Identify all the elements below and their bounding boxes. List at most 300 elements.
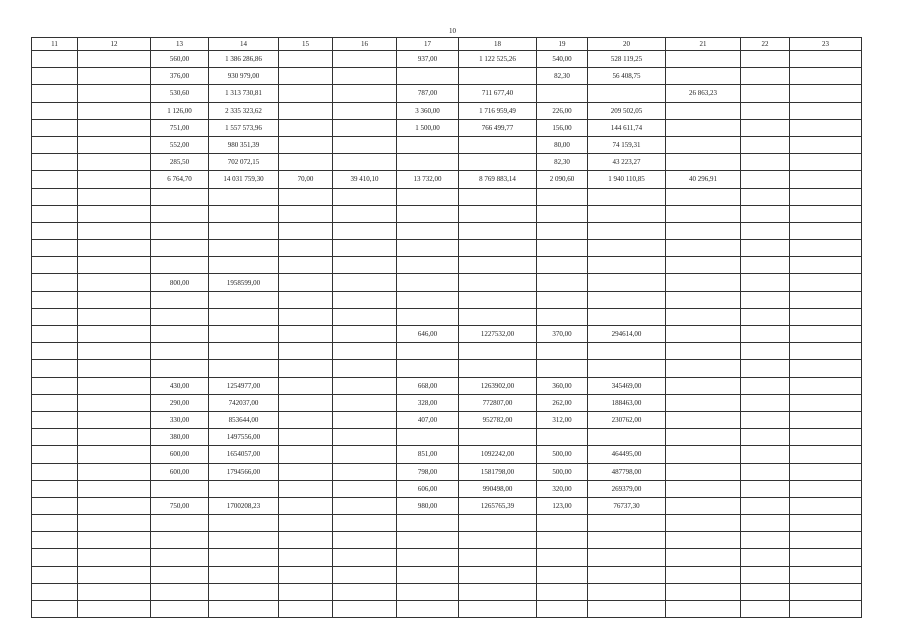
table-cell: 1 716 959,49 bbox=[459, 102, 537, 119]
table-cell: 528 119,25 bbox=[588, 51, 666, 68]
column-header-19: 19 bbox=[537, 38, 588, 51]
table-cell bbox=[279, 343, 333, 360]
table-cell: 226,00 bbox=[537, 102, 588, 119]
table-cell bbox=[790, 102, 862, 119]
table-cell: 370,00 bbox=[537, 326, 588, 343]
table-cell: 1263902,00 bbox=[459, 377, 537, 394]
table-cell bbox=[32, 497, 78, 514]
table-cell bbox=[32, 171, 78, 188]
table-cell bbox=[279, 85, 333, 102]
table-cell bbox=[459, 601, 537, 618]
table-cell: 1794566,00 bbox=[209, 463, 279, 480]
table-cell bbox=[32, 119, 78, 136]
table-cell bbox=[333, 308, 397, 325]
table-cell bbox=[790, 154, 862, 171]
table-cell: 766 499,77 bbox=[459, 119, 537, 136]
table-cell bbox=[459, 68, 537, 85]
table-cell bbox=[151, 480, 209, 497]
table-cell bbox=[790, 463, 862, 480]
table-cell bbox=[279, 480, 333, 497]
table-cell bbox=[151, 188, 209, 205]
table-cell bbox=[790, 274, 862, 291]
table-cell bbox=[537, 274, 588, 291]
table-cell bbox=[666, 497, 741, 514]
table-cell bbox=[279, 411, 333, 428]
table-cell bbox=[333, 343, 397, 360]
table-cell bbox=[588, 566, 666, 583]
table-cell: 853644,00 bbox=[209, 411, 279, 428]
table-cell bbox=[32, 411, 78, 428]
table-row bbox=[32, 222, 862, 239]
table-cell bbox=[333, 136, 397, 153]
table-cell: 80,00 bbox=[537, 136, 588, 153]
table-cell: 39 410,10 bbox=[333, 171, 397, 188]
table-cell: 1 126,00 bbox=[151, 102, 209, 119]
table-cell: 787,00 bbox=[397, 85, 459, 102]
table-cell bbox=[741, 274, 790, 291]
table-cell bbox=[397, 188, 459, 205]
table-cell bbox=[279, 291, 333, 308]
table-cell bbox=[459, 532, 537, 549]
table-cell bbox=[666, 154, 741, 171]
table-cell bbox=[333, 154, 397, 171]
table-cell: 711 677,40 bbox=[459, 85, 537, 102]
table-cell bbox=[790, 566, 862, 583]
table-cell bbox=[78, 68, 151, 85]
table-cell bbox=[741, 360, 790, 377]
table-cell: 2 335 323,62 bbox=[209, 102, 279, 119]
table-cell: 76737,30 bbox=[588, 497, 666, 514]
table-cell bbox=[279, 429, 333, 446]
table-cell bbox=[333, 85, 397, 102]
table-cell bbox=[741, 446, 790, 463]
table-cell: 1700208,23 bbox=[209, 497, 279, 514]
table-cell bbox=[588, 429, 666, 446]
table-cell bbox=[459, 257, 537, 274]
table-row bbox=[32, 360, 862, 377]
table-cell bbox=[666, 326, 741, 343]
table-row bbox=[32, 136, 862, 153]
table-cell bbox=[333, 549, 397, 566]
table-cell bbox=[790, 532, 862, 549]
table-cell: 751,00 bbox=[151, 119, 209, 136]
table-cell bbox=[279, 377, 333, 394]
table-cell: 500,00 bbox=[537, 446, 588, 463]
column-header-21: 21 bbox=[666, 38, 741, 51]
table-cell bbox=[78, 257, 151, 274]
table-cell bbox=[32, 136, 78, 153]
table-cell: 646,00 bbox=[397, 326, 459, 343]
table-cell bbox=[78, 360, 151, 377]
table-cell bbox=[588, 583, 666, 600]
table-cell bbox=[78, 463, 151, 480]
table-cell: 230762,00 bbox=[588, 411, 666, 428]
table-cell bbox=[209, 343, 279, 360]
table-cell: 668,00 bbox=[397, 377, 459, 394]
table-cell bbox=[588, 343, 666, 360]
table-cell bbox=[32, 515, 78, 532]
table-cell bbox=[151, 566, 209, 583]
table-cell bbox=[32, 154, 78, 171]
table-cell bbox=[666, 274, 741, 291]
table-cell bbox=[32, 532, 78, 549]
table-cell bbox=[333, 377, 397, 394]
table-cell bbox=[78, 532, 151, 549]
table-cell bbox=[333, 532, 397, 549]
table-cell bbox=[588, 274, 666, 291]
table-cell: 1227532,00 bbox=[459, 326, 537, 343]
table-cell bbox=[32, 377, 78, 394]
column-header-23: 23 bbox=[790, 38, 862, 51]
table-cell bbox=[790, 205, 862, 222]
table-cell bbox=[741, 377, 790, 394]
table-cell bbox=[78, 601, 151, 618]
table-cell bbox=[151, 601, 209, 618]
table-cell bbox=[209, 566, 279, 583]
table-cell: 772807,00 bbox=[459, 394, 537, 411]
table-cell bbox=[78, 480, 151, 497]
table-cell: 380,00 bbox=[151, 429, 209, 446]
table-cell bbox=[397, 274, 459, 291]
table-cell bbox=[537, 222, 588, 239]
table-cell bbox=[790, 429, 862, 446]
column-header-17: 17 bbox=[397, 38, 459, 51]
table-cell bbox=[32, 240, 78, 257]
table-cell bbox=[666, 205, 741, 222]
column-header-14: 14 bbox=[209, 38, 279, 51]
table-cell bbox=[32, 188, 78, 205]
table-cell bbox=[397, 515, 459, 532]
table-cell bbox=[790, 222, 862, 239]
table-cell bbox=[537, 515, 588, 532]
table-cell bbox=[666, 515, 741, 532]
table-cell: 82,30 bbox=[537, 68, 588, 85]
table-cell bbox=[588, 360, 666, 377]
table-cell bbox=[32, 463, 78, 480]
table-cell bbox=[666, 360, 741, 377]
table-cell bbox=[333, 68, 397, 85]
table-cell bbox=[666, 411, 741, 428]
table-cell bbox=[397, 257, 459, 274]
table-cell bbox=[459, 188, 537, 205]
table-cell bbox=[151, 308, 209, 325]
table-cell bbox=[666, 136, 741, 153]
table-cell bbox=[790, 446, 862, 463]
table-cell bbox=[741, 429, 790, 446]
table-cell bbox=[333, 257, 397, 274]
table-cell bbox=[333, 394, 397, 411]
table-cell bbox=[459, 343, 537, 360]
table-cell: 144 611,74 bbox=[588, 119, 666, 136]
table-cell: 360,00 bbox=[537, 377, 588, 394]
table-cell: 1 940 110,85 bbox=[588, 171, 666, 188]
table-cell: 930 979,00 bbox=[209, 68, 279, 85]
table-cell: 800,00 bbox=[151, 274, 209, 291]
table-cell bbox=[666, 480, 741, 497]
table-cell bbox=[459, 515, 537, 532]
table-cell bbox=[397, 308, 459, 325]
table-cell bbox=[151, 205, 209, 222]
table-cell bbox=[279, 532, 333, 549]
table-cell: 1092242,00 bbox=[459, 446, 537, 463]
table-cell bbox=[333, 274, 397, 291]
table-cell bbox=[151, 515, 209, 532]
table-cell bbox=[588, 308, 666, 325]
table-cell bbox=[333, 497, 397, 514]
table-cell: 156,00 bbox=[537, 119, 588, 136]
table-cell bbox=[790, 51, 862, 68]
table-cell bbox=[666, 240, 741, 257]
table-cell: 600,00 bbox=[151, 446, 209, 463]
table-row bbox=[32, 274, 862, 291]
table-cell: 606,00 bbox=[397, 480, 459, 497]
table-row bbox=[32, 532, 862, 549]
table-cell bbox=[588, 205, 666, 222]
table-cell bbox=[78, 188, 151, 205]
table-cell bbox=[279, 515, 333, 532]
table-cell bbox=[588, 188, 666, 205]
table-cell bbox=[459, 205, 537, 222]
table-cell bbox=[209, 601, 279, 618]
table-cell bbox=[279, 308, 333, 325]
table-cell bbox=[588, 601, 666, 618]
table-cell bbox=[32, 343, 78, 360]
table-cell: 290,00 bbox=[151, 394, 209, 411]
table-cell bbox=[279, 119, 333, 136]
table-cell bbox=[32, 205, 78, 222]
table-cell bbox=[741, 549, 790, 566]
table-cell bbox=[151, 222, 209, 239]
table-cell bbox=[666, 446, 741, 463]
table-cell bbox=[279, 154, 333, 171]
table-cell bbox=[333, 205, 397, 222]
table-cell bbox=[78, 102, 151, 119]
table-cell bbox=[333, 360, 397, 377]
table-cell bbox=[459, 291, 537, 308]
table-cell bbox=[151, 326, 209, 343]
column-header-12: 12 bbox=[78, 38, 151, 51]
table-cell bbox=[790, 411, 862, 428]
table-cell: 13 732,00 bbox=[397, 171, 459, 188]
table-cell bbox=[790, 308, 862, 325]
table-cell bbox=[209, 583, 279, 600]
table-cell bbox=[333, 480, 397, 497]
table-row bbox=[32, 515, 862, 532]
table-cell bbox=[666, 119, 741, 136]
table-cell bbox=[209, 222, 279, 239]
table-cell: 798,00 bbox=[397, 463, 459, 480]
table-row bbox=[32, 326, 862, 343]
table-cell bbox=[397, 532, 459, 549]
table-cell bbox=[741, 566, 790, 583]
table-cell bbox=[32, 566, 78, 583]
table-cell bbox=[78, 394, 151, 411]
table-cell bbox=[151, 549, 209, 566]
table-cell bbox=[588, 532, 666, 549]
table-cell bbox=[279, 68, 333, 85]
table-cell bbox=[32, 429, 78, 446]
table-cell bbox=[78, 411, 151, 428]
table-cell bbox=[32, 360, 78, 377]
table-cell bbox=[741, 102, 790, 119]
table-cell: 70,00 bbox=[279, 171, 333, 188]
table-cell bbox=[279, 497, 333, 514]
table-cell bbox=[279, 583, 333, 600]
table-cell bbox=[741, 222, 790, 239]
table-row bbox=[32, 343, 862, 360]
table-cell bbox=[209, 549, 279, 566]
table-cell bbox=[333, 240, 397, 257]
table-cell: 742037,00 bbox=[209, 394, 279, 411]
table-cell bbox=[78, 549, 151, 566]
table-cell bbox=[333, 102, 397, 119]
table-cell bbox=[588, 515, 666, 532]
table-cell: 540,00 bbox=[537, 51, 588, 68]
table-cell bbox=[32, 326, 78, 343]
column-header-20: 20 bbox=[588, 38, 666, 51]
table-cell bbox=[78, 429, 151, 446]
table-cell bbox=[790, 394, 862, 411]
table-cell bbox=[666, 51, 741, 68]
table-cell bbox=[279, 102, 333, 119]
table-cell bbox=[279, 136, 333, 153]
table-cell bbox=[279, 394, 333, 411]
table-cell bbox=[32, 68, 78, 85]
table-cell: 430,00 bbox=[151, 377, 209, 394]
table-cell: 1581798,00 bbox=[459, 463, 537, 480]
table-row bbox=[32, 205, 862, 222]
table-cell bbox=[790, 360, 862, 377]
table-cell bbox=[333, 291, 397, 308]
table-row bbox=[32, 446, 862, 463]
table-cell bbox=[537, 85, 588, 102]
table-cell bbox=[32, 257, 78, 274]
table-cell bbox=[209, 515, 279, 532]
table-cell bbox=[741, 154, 790, 171]
table-cell bbox=[78, 240, 151, 257]
table-cell bbox=[333, 566, 397, 583]
table-cell bbox=[333, 51, 397, 68]
table-cell bbox=[209, 308, 279, 325]
table-cell bbox=[790, 68, 862, 85]
table-cell bbox=[790, 188, 862, 205]
table-cell: 269379,00 bbox=[588, 480, 666, 497]
table-cell: 312,00 bbox=[537, 411, 588, 428]
table-cell: 980 351,39 bbox=[209, 136, 279, 153]
table-row bbox=[32, 154, 862, 171]
table-cell bbox=[78, 343, 151, 360]
table-cell bbox=[790, 549, 862, 566]
table-row bbox=[32, 601, 862, 618]
table-cell bbox=[32, 480, 78, 497]
table-cell: 980,00 bbox=[397, 497, 459, 514]
table-cell bbox=[459, 240, 537, 257]
table-cell: 56 408,75 bbox=[588, 68, 666, 85]
table-cell: 1 313 730,81 bbox=[209, 85, 279, 102]
table-row bbox=[32, 85, 862, 102]
table-cell: 6 764,70 bbox=[151, 171, 209, 188]
table-cell: 1 122 525,26 bbox=[459, 51, 537, 68]
table-cell bbox=[588, 291, 666, 308]
table-cell bbox=[333, 222, 397, 239]
table-cell bbox=[741, 68, 790, 85]
table-cell bbox=[78, 85, 151, 102]
table-cell bbox=[741, 532, 790, 549]
table-cell bbox=[741, 136, 790, 153]
table-cell bbox=[666, 377, 741, 394]
column-header-16: 16 bbox=[333, 38, 397, 51]
table-cell: 1654057,00 bbox=[209, 446, 279, 463]
table-cell bbox=[32, 102, 78, 119]
table-cell bbox=[459, 566, 537, 583]
table-cell bbox=[333, 583, 397, 600]
table-cell bbox=[666, 343, 741, 360]
table-cell bbox=[78, 136, 151, 153]
table-cell bbox=[666, 566, 741, 583]
table-row bbox=[32, 480, 862, 497]
table-cell bbox=[209, 326, 279, 343]
table-cell bbox=[279, 222, 333, 239]
column-header-11: 11 bbox=[32, 38, 78, 51]
table-cell: 188463,00 bbox=[588, 394, 666, 411]
table-cell bbox=[790, 601, 862, 618]
table-cell bbox=[790, 291, 862, 308]
table-cell bbox=[397, 205, 459, 222]
table-cell: 82,30 bbox=[537, 154, 588, 171]
table-cell bbox=[537, 583, 588, 600]
table-cell bbox=[279, 566, 333, 583]
table-cell bbox=[151, 291, 209, 308]
table-row bbox=[32, 119, 862, 136]
table-cell bbox=[78, 205, 151, 222]
table-cell: 851,00 bbox=[397, 446, 459, 463]
table-cell bbox=[790, 119, 862, 136]
table-cell bbox=[459, 274, 537, 291]
table-cell: 3 360,00 bbox=[397, 102, 459, 119]
table-cell bbox=[333, 601, 397, 618]
table-cell bbox=[32, 274, 78, 291]
table-cell bbox=[666, 188, 741, 205]
table-cell bbox=[397, 360, 459, 377]
table-cell: 43 223,27 bbox=[588, 154, 666, 171]
table-cell bbox=[459, 583, 537, 600]
table-cell bbox=[790, 171, 862, 188]
table-cell bbox=[666, 102, 741, 119]
table-cell: 26 863,23 bbox=[666, 85, 741, 102]
table-row bbox=[32, 463, 862, 480]
table-cell bbox=[209, 188, 279, 205]
table-cell bbox=[397, 566, 459, 583]
table-cell bbox=[279, 188, 333, 205]
table-cell bbox=[397, 343, 459, 360]
table-cell bbox=[397, 291, 459, 308]
table-cell bbox=[78, 171, 151, 188]
table-row bbox=[32, 497, 862, 514]
table-row bbox=[32, 257, 862, 274]
table-cell bbox=[459, 222, 537, 239]
table-cell bbox=[666, 463, 741, 480]
table-cell bbox=[151, 343, 209, 360]
table-cell bbox=[790, 326, 862, 343]
table-cell bbox=[666, 308, 741, 325]
table-cell bbox=[333, 411, 397, 428]
table-cell bbox=[537, 360, 588, 377]
table-cell bbox=[459, 136, 537, 153]
table-cell bbox=[397, 222, 459, 239]
table-cell bbox=[333, 446, 397, 463]
table-cell bbox=[32, 601, 78, 618]
table-cell bbox=[459, 154, 537, 171]
